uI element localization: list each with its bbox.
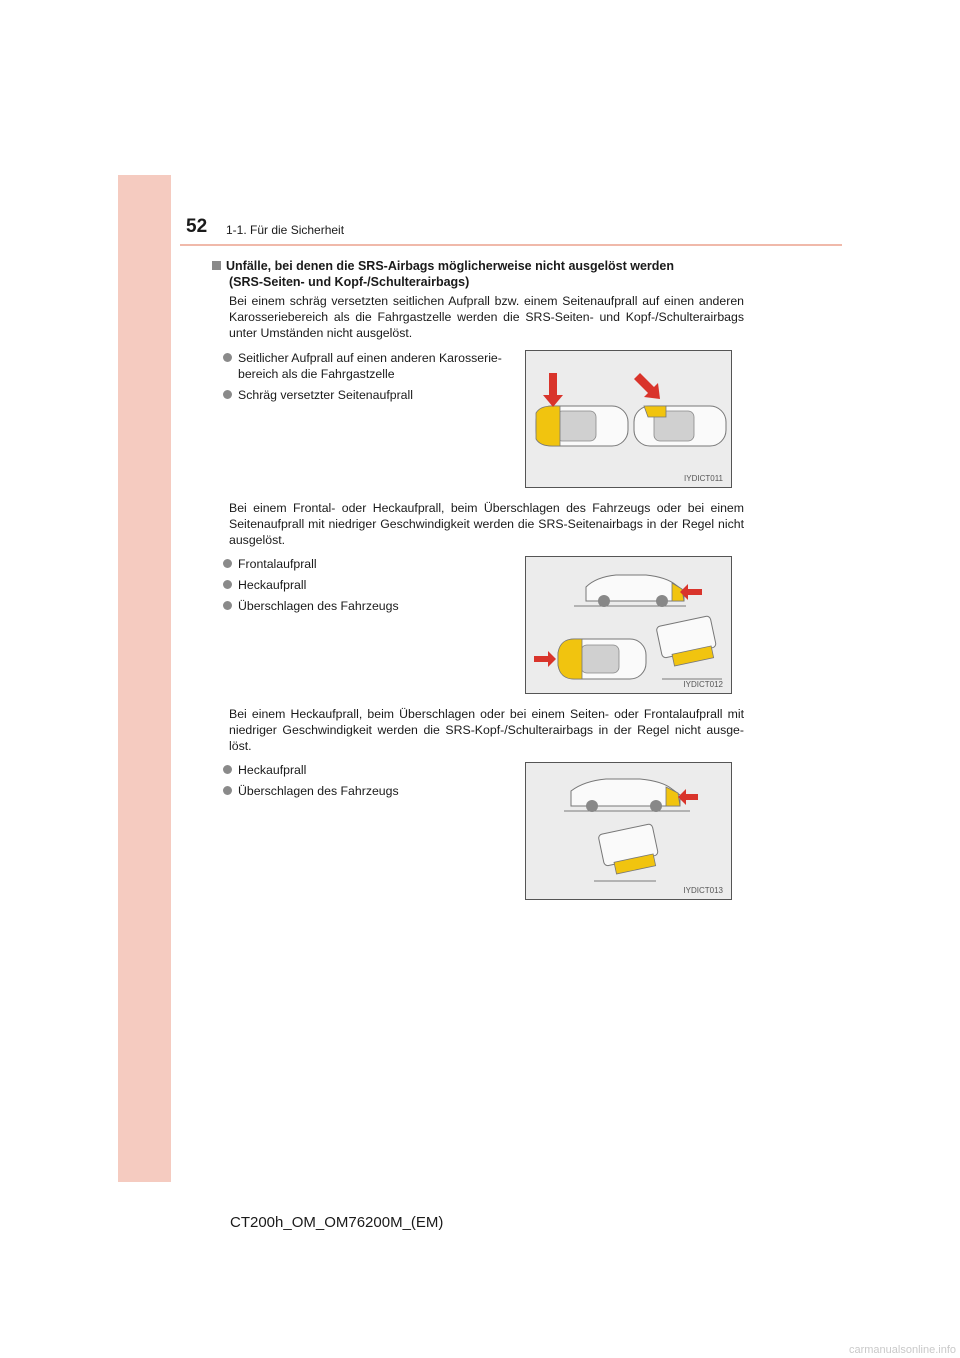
- list-item: Überschlagen des Fahrzeugs: [222, 783, 512, 799]
- watermark: carmanualsonline.info: [848, 1344, 956, 1356]
- bullet-dot-icon: [223, 580, 232, 589]
- list-item: Schräg versetzter Seitenaufprall: [222, 387, 512, 403]
- paragraph-1: Bei einem schräg versetzten seitlichen Aufprall bzw. einem Seitenaufprall auf einen anderen Karosseriebereich als die Fahrgastzelle werden die SRS-Seiten- und Kopf-/Schulterairbags unter Umständen nicht ausgelöst.: [229, 294, 744, 340]
- bullet-dot-icon: [223, 390, 232, 399]
- section-title: 1-1. Für die Sicherheit: [226, 223, 345, 237]
- bullet-list-2: [222, 556, 512, 619]
- bullet-list-1: [222, 350, 512, 408]
- bullet-dot-icon: [223, 559, 232, 568]
- section-heading: [212, 258, 752, 290]
- list-item: Frontalaufprall: [222, 556, 512, 572]
- car-impact-illustration: [526, 557, 731, 693]
- bullet-dot-icon: [223, 765, 232, 774]
- document-code: CT200h_OM_OM76200M_(EM): [230, 1214, 444, 1231]
- figure-front-rear-rollover: [525, 556, 732, 694]
- figure-code: IYDICT012: [683, 680, 723, 689]
- heading-line1: Unfälle, bei denen die SRS-Airbags möglicherweise nicht ausgelöst werden: [226, 259, 675, 273]
- square-bullet-icon: [212, 261, 221, 270]
- figure-code: IYDICT011: [684, 474, 723, 483]
- figure-code: IYDICT013: [683, 886, 723, 895]
- page-number: 52: [186, 216, 208, 237]
- heading-line2: (SRS-Seiten- und Kopf-/Schulterairbags): [229, 275, 470, 289]
- figure-side-impact: [525, 350, 732, 488]
- bullet-list-3: [222, 762, 512, 804]
- sidebar-band: [118, 175, 171, 1182]
- car-rear-impact-illustration: [526, 763, 731, 899]
- figure-rear-rollover: [525, 762, 732, 900]
- bullet-dot-icon: [223, 601, 232, 610]
- bullet-dot-icon: [223, 786, 232, 795]
- list-item: Heckaufprall: [222, 762, 512, 778]
- paragraph-3: Bei einem Heckaufprall, beim Überschlagen oder bei einem Seiten- oder Frontalaufprall mit niedriger Geschwindigkeit werden die SRS-Kopf-/Schulterairbags in der Regel nicht ausge-löst.: [229, 707, 744, 753]
- list-item: Seitlicher Aufprall auf einen anderen Karosserie-bereich als die Fahrgastzelle: [222, 350, 512, 382]
- car-top-view-illustration: [526, 351, 731, 487]
- list-item: Heckaufprall: [222, 577, 512, 593]
- bullet-dot-icon: [223, 353, 232, 362]
- paragraph-2: Bei einem Frontal- oder Heckaufprall, beim Überschlagen des Fahrzeugs oder bei einem Seitenaufprall mit niedriger Geschwindigkeit werden die SRS-Seitenairbags in der Regel nicht ausgelöst.: [229, 501, 744, 547]
- list-item: Überschlagen des Fahrzeugs: [222, 598, 512, 614]
- header-rule: [180, 244, 842, 246]
